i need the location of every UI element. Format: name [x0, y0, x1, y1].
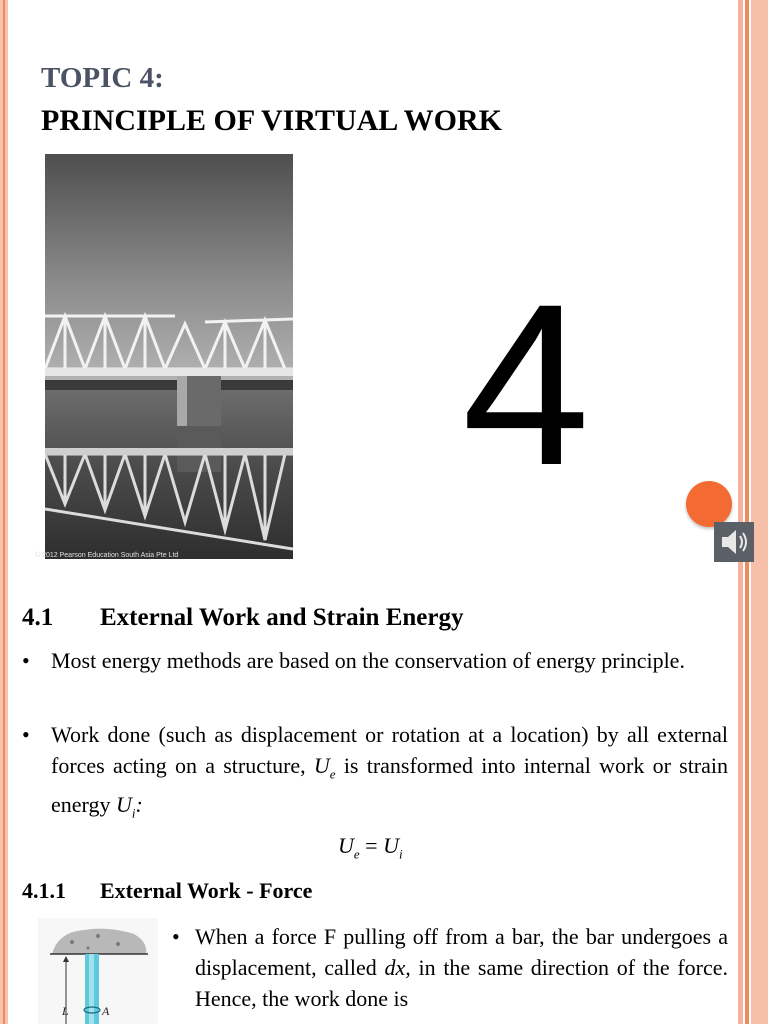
bullet-dot: •	[172, 924, 180, 949]
bullet-text: Work done (such as displacement or rotation at a location) by all external forces acting on a structure, $U_e$ is transformed into internal work or strain energy $U_i$:	[51, 722, 729, 821]
image-watermark: © 2012 Pearson Education South Asia Pte Ltd	[35, 552, 179, 559]
topic-label: TOPIC 4:	[41, 62, 164, 94]
section-title: External Work and Strain Energy	[100, 604, 464, 631]
bullet-text: Most energy methods are based on the conservation of energy principle.	[51, 648, 685, 673]
bridge-photo	[45, 154, 293, 559]
left-frame-border	[0, 0, 8, 1024]
navigation-dot[interactable]	[686, 481, 732, 527]
section-number: 4.1	[22, 604, 54, 631]
bullet-dot: •	[22, 648, 30, 673]
right-frame-border	[738, 0, 768, 1024]
subsection-title: External Work - Force	[100, 878, 313, 903]
bar-area-label: A	[102, 1004, 110, 1018]
bar-length-label: L	[62, 1004, 69, 1018]
bullet-dot: •	[22, 722, 30, 747]
bar-figure	[38, 918, 158, 1024]
energy-equation: $U_e = U_i$	[338, 833, 403, 862]
topic-title: PRINCIPLE OF VIRTUAL WORK	[41, 104, 502, 137]
bullet-text: When a force F pulling off from a bar, the bar undergoes a displacement, called dx, in the same direction of the force. Hence, the work done is	[195, 924, 729, 1011]
chapter-number: 4	[462, 256, 590, 513]
speaker-icon[interactable]	[714, 522, 754, 562]
subsection-number: 4.1.1	[22, 878, 66, 903]
